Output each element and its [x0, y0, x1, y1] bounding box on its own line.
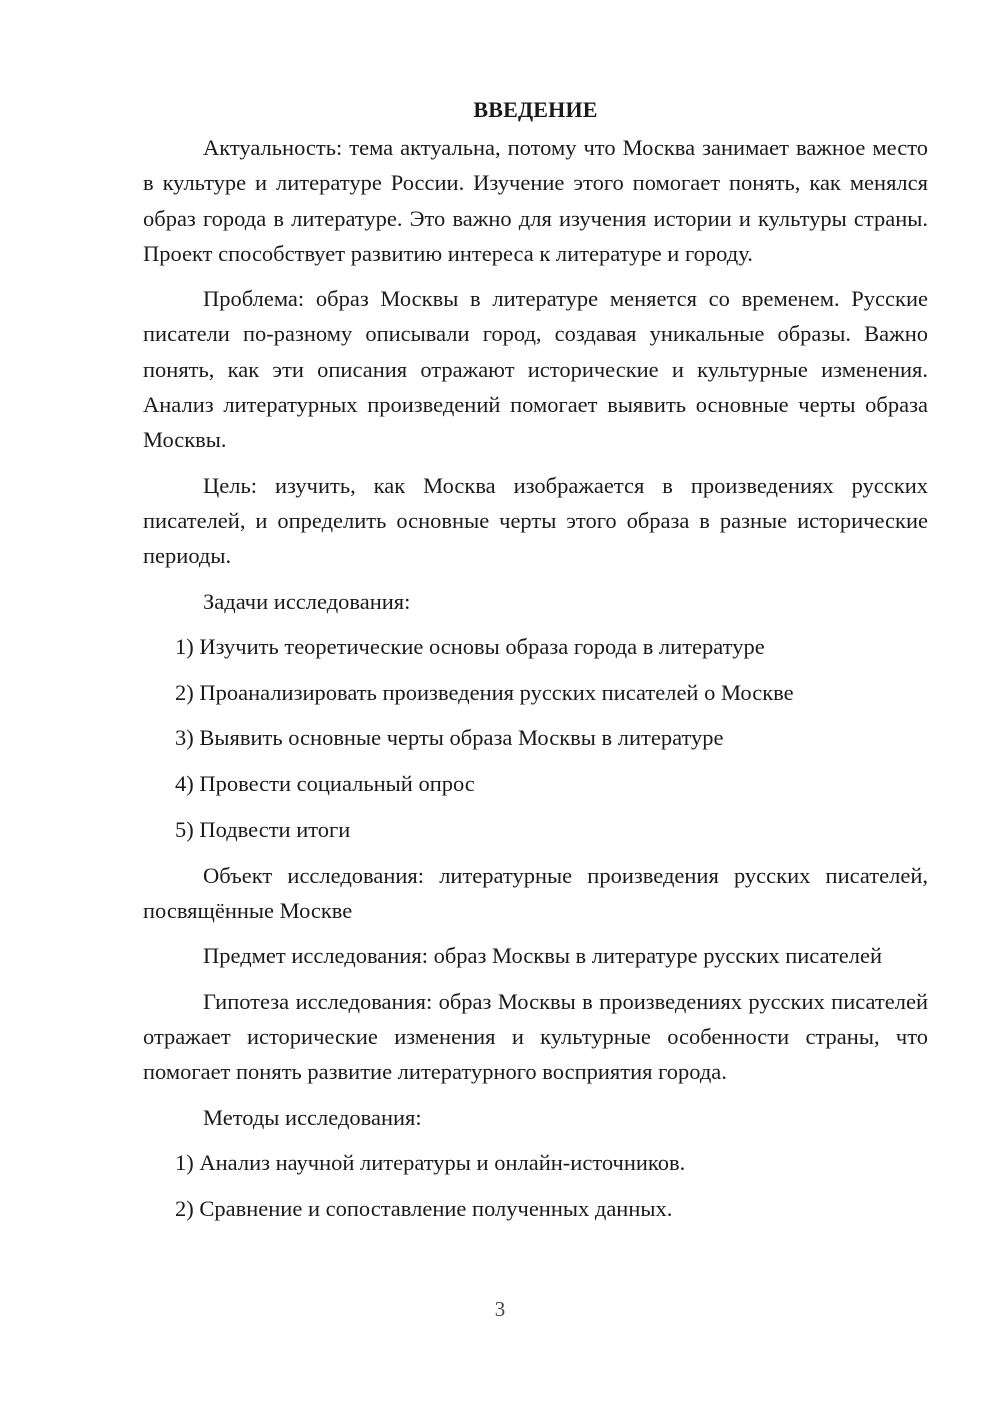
- list-item: 3) Выявить основные черты образа Москвы в литературе: [175, 725, 724, 751]
- list-item: 4) Провести социальный опрос: [175, 771, 475, 797]
- methods-title: Методы исследования:: [203, 1104, 422, 1130]
- document-page: [143, 92, 928, 1237]
- methods-list: [143, 1145, 928, 1226]
- page-number: 3: [494, 1297, 506, 1321]
- list-item: 5) Подвести итоги: [175, 817, 351, 843]
- list-item: 2) Сравнение и сопоставление полученных данных.: [175, 1195, 673, 1221]
- paragraph-problem: Проблема: образ Москвы в литературе меняется со временем. Русские писатели по-разному описывали город, создавая уникальные образы. Важно понять, как эти описания отражают исторические и культурные изменения. Анализ литературных произведений помогает выявить основные черты образа Москвы.: [143, 286, 928, 453]
- list-item: 1) Изучить теоретические основы образа города в литературе: [175, 633, 765, 659]
- paragraph-goal: Цель: изучить, как Москва изображается в произведениях русских писателей, и определить основные черты этого образа в разные исторические периоды.: [143, 472, 928, 569]
- paragraph-object: Объект исследования: литературные произведения русских писателей, посвящённые Москве: [143, 862, 928, 924]
- paragraph-hypothesis: Гипотеза исследования: образ Москвы в произведениях русских писателей отражает исторические изменения и культурные особенности страны, что помогает понять развитие литературного восприятия города.: [143, 988, 928, 1085]
- tasks-title: Задачи исследования:: [203, 588, 411, 614]
- list-item: 1) Анализ научной литературы и онлайн-источников.: [175, 1149, 686, 1175]
- paragraph-subject: Предмет исследования: образ Москвы в литературе русских писателей: [203, 943, 883, 969]
- list-item: 2) Проанализировать произведения русских писателей о Москве: [175, 679, 794, 705]
- section-heading: ВВЕДЕНИЕ: [473, 97, 598, 122]
- paragraph-relevance: Актуальность: тема актуальна, потому что Москва занимает важное место в культуре и литературе России. Изучение этого помогает понять, как менялся образ города в литературе. Это важно для изучения истории и культуры страны. Проект способствует развитию интереса к литературе и городу.: [143, 135, 928, 266]
- tasks-list: [143, 629, 928, 847]
